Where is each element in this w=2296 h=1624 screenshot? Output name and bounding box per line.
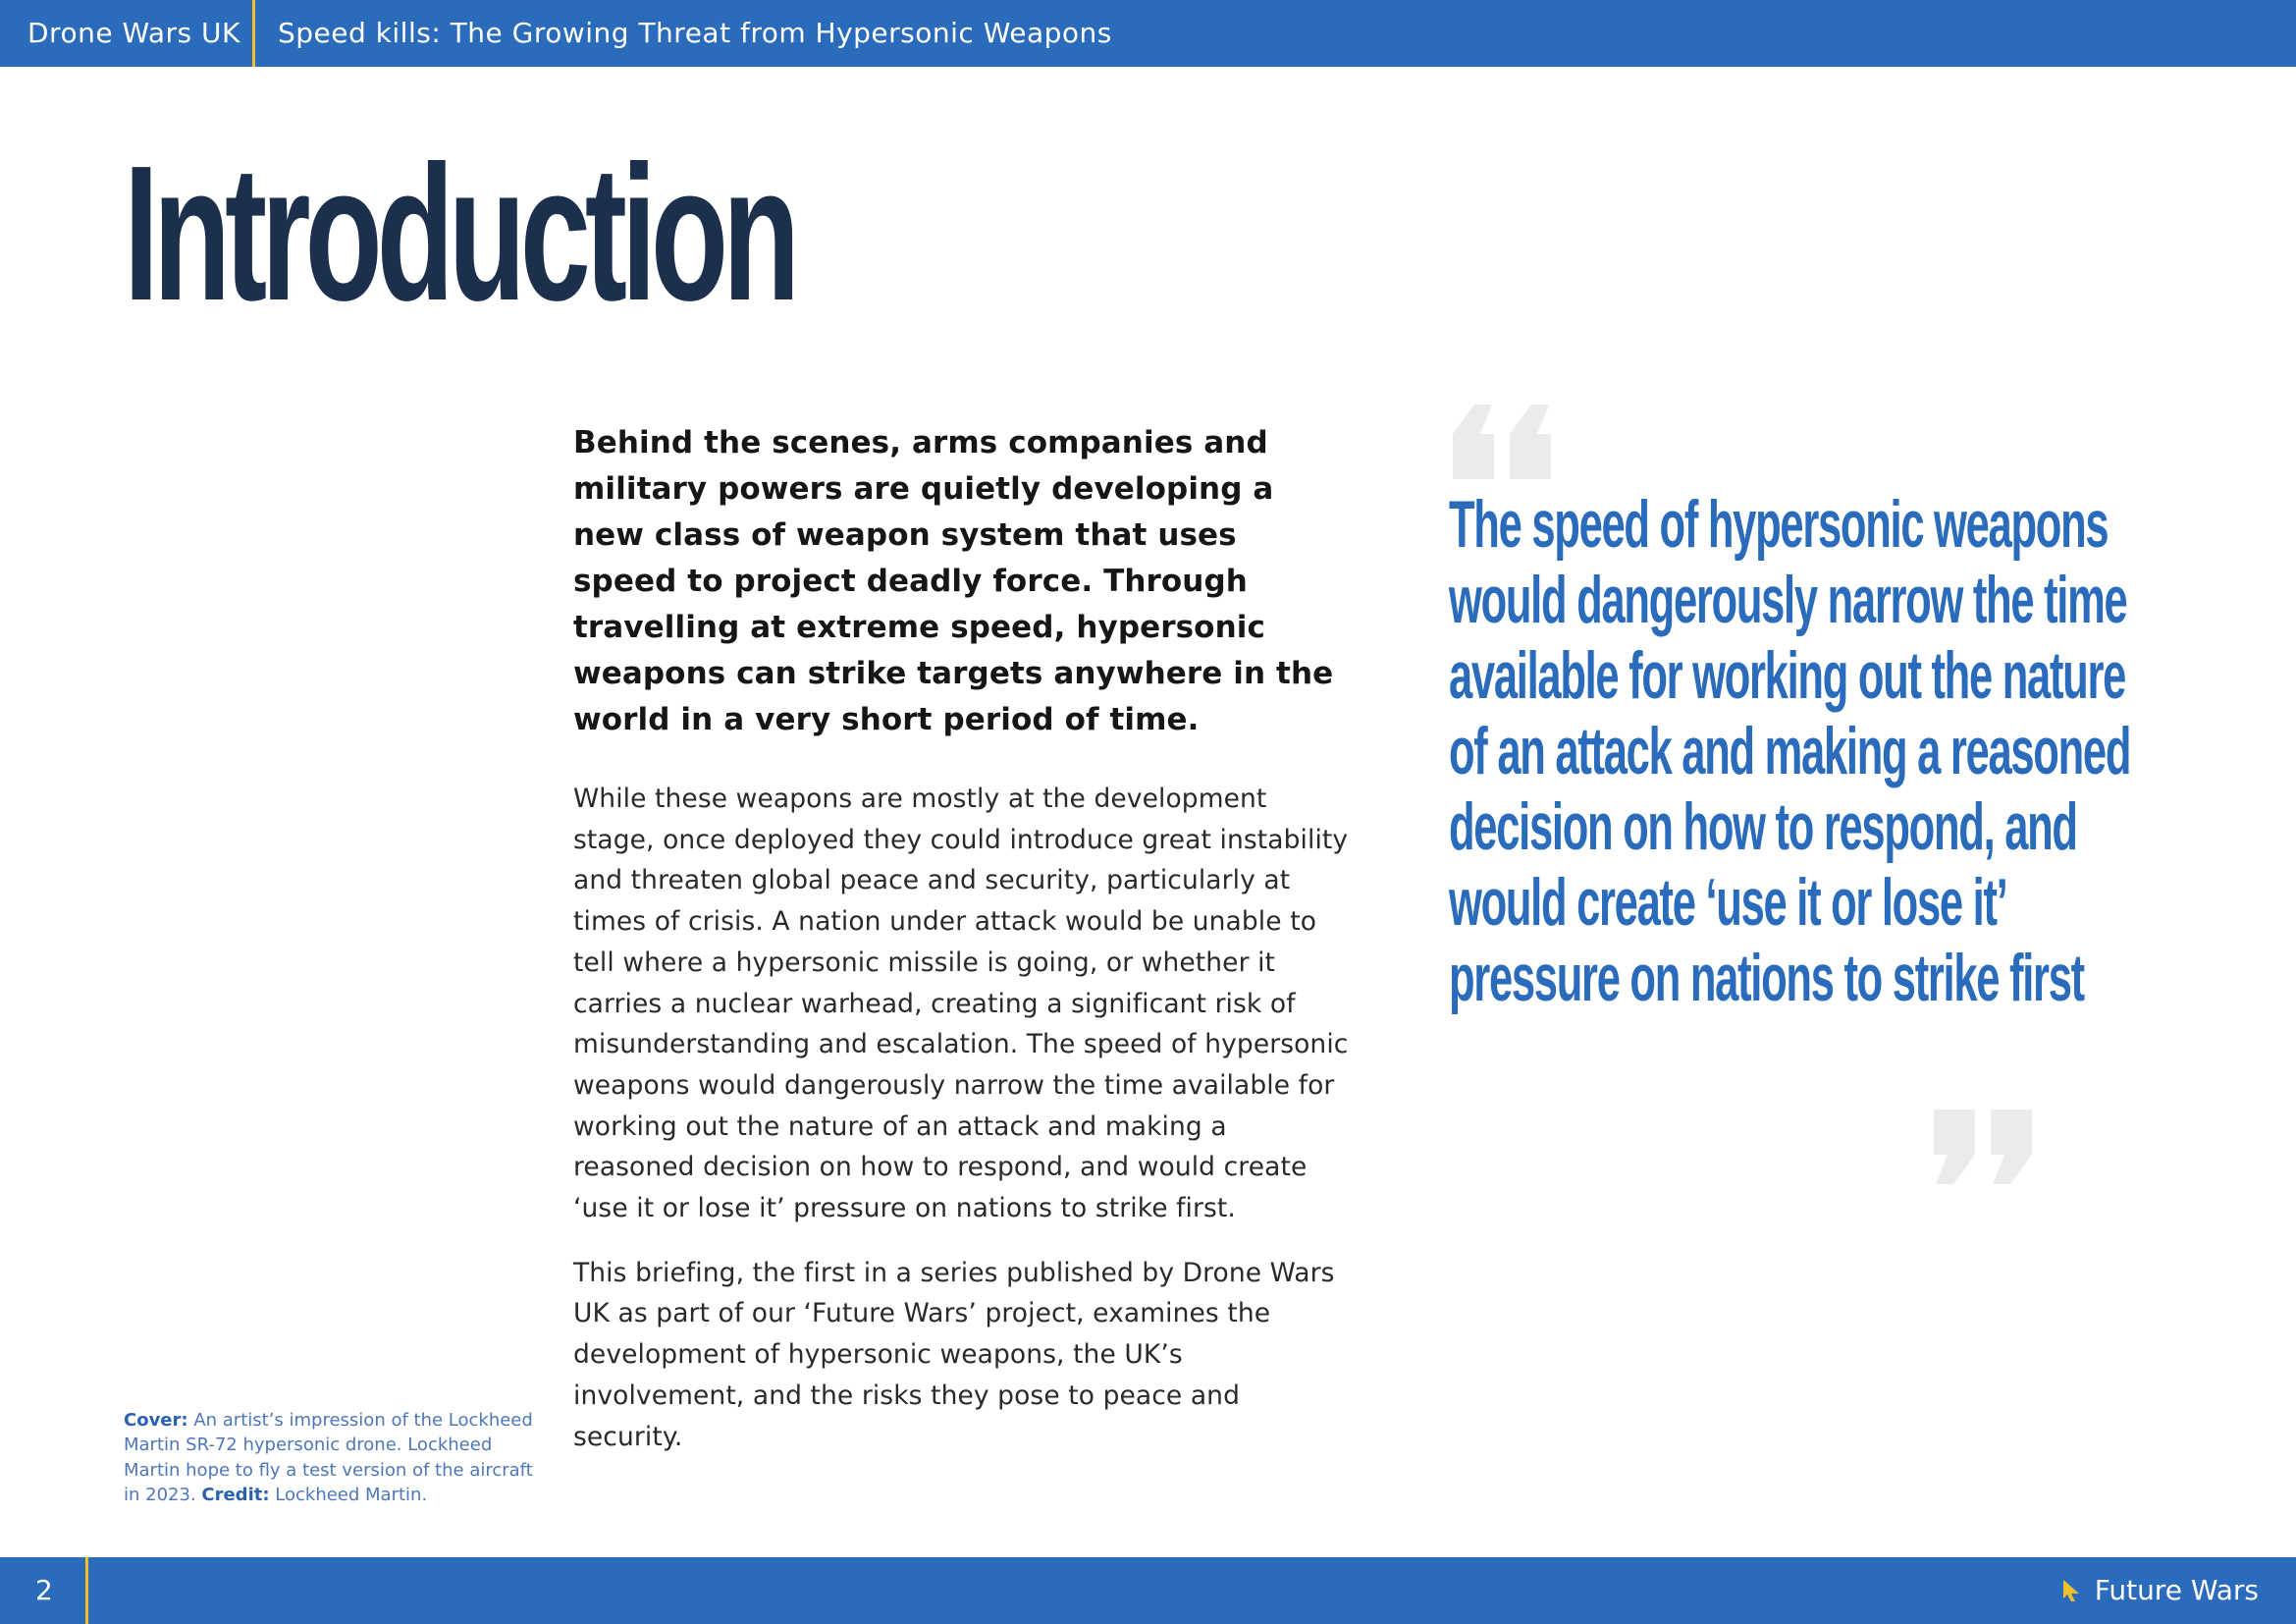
pull-quote	[1449, 403, 2215, 1188]
lead-paragraph: Behind the scenes, arms companies and military powers are quietly developing a new class of weapon system that uses speed to project deadly force. Through travelling at extreme speed, hypersonic weapons can strike targets anywhere in the world in a very short period of time.	[573, 425, 1334, 737]
page-number: 2	[35, 1574, 53, 1606]
header-divider	[252, 0, 255, 67]
footer-bar	[0, 1557, 2296, 1624]
footer-divider	[85, 1557, 88, 1624]
pull-quote-text: The speed of hypersonic weapons would dangerously narrow the time available for working out the nature of an attack and making a reasoned decision on how to respond, and would create ‘use it or lose it’ pressure on nations to strike first	[1449, 487, 2131, 1015]
body-paragraph-1: While these weapons are mostly at the development stage, once deployed they could introduce great instability and threaten global peace and security, particularly at times of crisis. A nation under attack would be unable to tell where a hypersonic missile is going, or whether it carries a nuclear warhead, creating a significant risk of misunderstanding and escalation. The speed of hypersonic weapons would dangerously narrow the time available for working out the nature of an attack and making a reasoned decision on how to respond, and would create ‘use it or lose it’ pressure on nations to strike first.	[573, 784, 1349, 1224]
cover-caption	[124, 1408, 536, 1508]
header-document-title: Speed kills: The Growing Threat from Hypersonic Weapons	[278, 17, 1112, 49]
open-quote-icon	[1449, 403, 1557, 481]
body-paragraph-2: This briefing, the first in a series published by Drone Wars UK as part of our ‘Future Wars’ project, examines the development of hypersonic weapons, the UK’s involvement, and the risks they pose to peace and security.	[573, 1257, 1335, 1452]
caption-credit-label: Credit:	[201, 1485, 270, 1506]
body-column	[573, 420, 1349, 1481]
header-bar	[0, 0, 2296, 67]
page-title: Introduction	[124, 126, 795, 341]
series-label	[2061, 1571, 2259, 1610]
caption-cover-label: Cover:	[124, 1410, 188, 1431]
series-name: Future Wars	[2094, 1574, 2259, 1606]
close-quote-icon	[1928, 1108, 2038, 1186]
caption-cover-text: An artist’s impression of the Lockheed Martin SR-72 hypersonic drone. Lockheed Martin hope to fly a test version of the aircraft in 2023.	[124, 1410, 533, 1506]
cursor-arrow-icon	[2061, 1579, 2081, 1602]
caption-credit-text: Lockheed Martin.	[269, 1485, 428, 1506]
header-org-name: Drone Wars UK	[27, 17, 240, 49]
